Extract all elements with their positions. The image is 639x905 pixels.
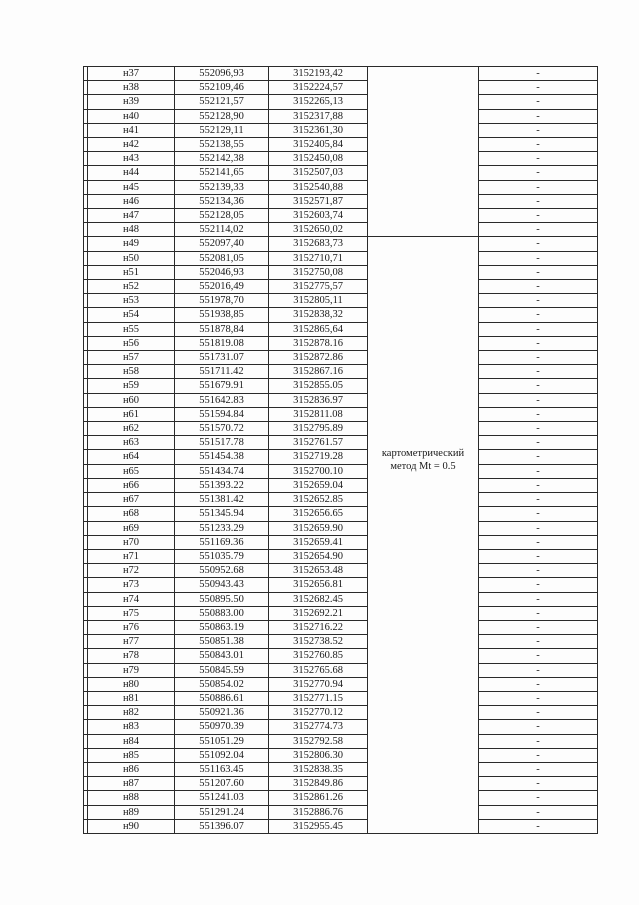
point-name-cell: н64 [88,450,175,464]
y-coordinate-cell: 3152656.65 [269,507,368,521]
method-cell [368,138,479,152]
point-name-cell: н88 [88,791,175,805]
x-coordinate-cell: 552129,11 [175,123,269,137]
point-name-cell: н45 [88,180,175,194]
table-row [84,194,598,208]
x-coordinate-cell: 552138,55 [175,138,269,152]
table-row [84,237,598,251]
note-cell: - [479,422,598,436]
point-name-cell: н51 [88,265,175,279]
x-coordinate-cell: 552109,46 [175,81,269,95]
x-coordinate-cell: 550921.36 [175,706,269,720]
x-coordinate-cell: 550883.00 [175,606,269,620]
point-name-cell: н84 [88,734,175,748]
y-coordinate-cell: 3152540,88 [269,180,368,194]
x-coordinate-cell: 551434.74 [175,464,269,478]
y-coordinate-cell: 3152652.85 [269,493,368,507]
note-cell: - [479,152,598,166]
x-coordinate-cell: 551233.29 [175,521,269,535]
note-cell: - [479,549,598,563]
y-coordinate-cell: 3152317,88 [269,109,368,123]
point-name-cell: н38 [88,81,175,95]
x-coordinate-cell: 551393.22 [175,478,269,492]
x-coordinate-cell: 552097,40 [175,237,269,251]
method-cell [368,209,479,223]
table-row [84,706,598,720]
point-name-cell: н71 [88,549,175,563]
y-coordinate-cell: 3152867.16 [269,365,368,379]
point-name-cell: н79 [88,663,175,677]
x-coordinate-cell: 552114,02 [175,223,269,237]
method-cell [368,237,479,834]
note-cell: - [479,336,598,350]
note-cell: - [479,535,598,549]
note-cell: - [479,294,598,308]
note-cell: - [479,734,598,748]
note-cell: - [479,166,598,180]
table-row [84,578,598,592]
note-cell: - [479,251,598,265]
x-coordinate-cell: 552121,57 [175,95,269,109]
table-row [84,649,598,663]
y-coordinate-cell: 3152774.73 [269,720,368,734]
y-coordinate-cell: 3152719.28 [269,450,368,464]
note-cell: - [479,564,598,578]
x-coordinate-cell: 550970.39 [175,720,269,734]
table-row [84,592,598,606]
note-cell: - [479,691,598,705]
point-name-cell: н49 [88,237,175,251]
note-cell: - [479,393,598,407]
x-coordinate-cell: 551711.42 [175,365,269,379]
method-cell [368,152,479,166]
x-coordinate-cell: 551642.83 [175,393,269,407]
table-row [84,379,598,393]
table-row [84,464,598,478]
x-coordinate-cell: 551819.08 [175,336,269,350]
y-coordinate-cell: 3152838.35 [269,762,368,776]
note-cell: - [479,720,598,734]
note-cell: - [479,223,598,237]
table-row [84,677,598,691]
table-row [84,166,598,180]
note-cell: - [479,478,598,492]
y-coordinate-cell: 3152193,42 [269,67,368,81]
note-cell: - [479,606,598,620]
point-name-cell: н68 [88,507,175,521]
point-name-cell: н77 [88,635,175,649]
note-cell: - [479,791,598,805]
y-coordinate-cell: 3152656.81 [269,578,368,592]
note-cell: - [479,365,598,379]
table-row [84,336,598,350]
point-name-cell: н53 [88,294,175,308]
point-name-cell: н78 [88,649,175,663]
method-cell [368,194,479,208]
point-name-cell: н41 [88,123,175,137]
point-name-cell: н59 [88,379,175,393]
note-cell: - [479,81,598,95]
note-cell: - [479,109,598,123]
y-coordinate-cell: 3152955.45 [269,819,368,833]
x-coordinate-cell: 551878,84 [175,322,269,336]
y-coordinate-cell: 3152836.97 [269,393,368,407]
point-name-cell: н52 [88,280,175,294]
point-name-cell: н46 [88,194,175,208]
y-coordinate-cell: 3152653.48 [269,564,368,578]
x-coordinate-cell: 552016,49 [175,280,269,294]
x-coordinate-cell: 551241.03 [175,791,269,805]
note-cell: - [479,677,598,691]
table-row [84,109,598,123]
x-coordinate-cell: 550952.68 [175,564,269,578]
y-coordinate-cell: 3152750,08 [269,265,368,279]
note-cell: - [479,805,598,819]
method-cell [368,223,479,237]
y-coordinate-cell: 3152765.68 [269,663,368,677]
point-name-cell: н39 [88,95,175,109]
y-coordinate-cell: 3152838,32 [269,308,368,322]
method-cell [368,81,479,95]
x-coordinate-cell: 551207.60 [175,777,269,791]
method-cell [368,67,479,81]
y-coordinate-cell: 3152760.85 [269,649,368,663]
y-coordinate-cell: 3152855.05 [269,379,368,393]
method-cell [368,166,479,180]
x-coordinate-cell: 550845.59 [175,663,269,677]
coordinates-table-body [84,67,598,834]
y-coordinate-cell: 3152659.41 [269,535,368,549]
y-coordinate-cell: 3152659.04 [269,478,368,492]
point-name-cell: н70 [88,535,175,549]
table-row [84,663,598,677]
method-label-line1: картометрический [381,448,465,460]
y-coordinate-cell: 3152811.08 [269,407,368,421]
point-name-cell: н54 [88,308,175,322]
x-coordinate-cell: 550843.01 [175,649,269,663]
note-cell: - [479,819,598,833]
note-cell: - [479,592,598,606]
note-cell: - [479,620,598,634]
note-cell: - [479,280,598,294]
table-row [84,762,598,776]
y-coordinate-cell: 3152805,11 [269,294,368,308]
x-coordinate-cell: 551679.91 [175,379,269,393]
table-row [84,606,598,620]
y-coordinate-cell: 3152770.12 [269,706,368,720]
point-name-cell: н61 [88,407,175,421]
point-name-cell: н67 [88,493,175,507]
x-coordinate-cell: 551570.72 [175,422,269,436]
point-name-cell: н73 [88,578,175,592]
table-row [84,351,598,365]
point-name-cell: н37 [88,67,175,81]
x-coordinate-cell: 550886.61 [175,691,269,705]
point-name-cell: н82 [88,706,175,720]
table-row [84,422,598,436]
table-row [84,535,598,549]
point-name-cell: н85 [88,748,175,762]
x-coordinate-cell: 550854.02 [175,677,269,691]
y-coordinate-cell: 3152738.52 [269,635,368,649]
point-name-cell: н43 [88,152,175,166]
y-coordinate-cell: 3152450,08 [269,152,368,166]
note-cell: - [479,748,598,762]
table-row [84,280,598,294]
x-coordinate-cell: 551291.24 [175,805,269,819]
x-coordinate-cell: 551978,70 [175,294,269,308]
point-name-cell: н87 [88,777,175,791]
x-coordinate-cell: 551345.94 [175,507,269,521]
y-coordinate-cell: 3152683,73 [269,237,368,251]
table-row [84,791,598,805]
y-coordinate-cell: 3152507,03 [269,166,368,180]
y-coordinate-cell: 3152682.45 [269,592,368,606]
table-row [84,777,598,791]
y-coordinate-cell: 3152265,13 [269,95,368,109]
point-name-cell: н58 [88,365,175,379]
note-cell: - [479,322,598,336]
y-coordinate-cell: 3152770.94 [269,677,368,691]
y-coordinate-cell: 3152861.26 [269,791,368,805]
y-coordinate-cell: 3152700.10 [269,464,368,478]
point-name-cell: н81 [88,691,175,705]
point-name-cell: н90 [88,819,175,833]
y-coordinate-cell: 3152716.22 [269,620,368,634]
y-coordinate-cell: 3152775,57 [269,280,368,294]
x-coordinate-cell: 551035.79 [175,549,269,563]
y-coordinate-cell: 3152603,74 [269,209,368,223]
y-coordinate-cell: 3152886.76 [269,805,368,819]
table-row [84,138,598,152]
x-coordinate-cell: 551396.07 [175,819,269,833]
y-coordinate-cell: 3152792.58 [269,734,368,748]
point-name-cell: н57 [88,351,175,365]
x-coordinate-cell: 552139,33 [175,180,269,194]
point-name-cell: н89 [88,805,175,819]
x-coordinate-cell: 552134,36 [175,194,269,208]
note-cell: - [479,649,598,663]
y-coordinate-cell: 3152710,71 [269,251,368,265]
table-row [84,308,598,322]
table-row [84,67,598,81]
y-coordinate-cell: 3152872.86 [269,351,368,365]
note-cell: - [479,351,598,365]
note-cell: - [479,67,598,81]
table-row [84,691,598,705]
y-coordinate-cell: 3152659.90 [269,521,368,535]
note-cell: - [479,493,598,507]
table-row [84,805,598,819]
y-coordinate-cell: 3152771.15 [269,691,368,705]
note-cell: - [479,663,598,677]
point-name-cell: н66 [88,478,175,492]
x-coordinate-cell: 550895.50 [175,592,269,606]
table-row [84,393,598,407]
x-coordinate-cell: 550851.38 [175,635,269,649]
note-cell: - [479,464,598,478]
method-label-line2: метод Mt = 0.5 [390,461,456,473]
y-coordinate-cell: 3152878.16 [269,336,368,350]
note-cell: - [479,123,598,137]
note-cell: - [479,209,598,223]
y-coordinate-cell: 3152795.89 [269,422,368,436]
x-coordinate-cell: 550943.43 [175,578,269,592]
note-cell: - [479,138,598,152]
point-name-cell: н63 [88,436,175,450]
point-name-cell: н69 [88,521,175,535]
table-row [84,123,598,137]
point-name-cell: н55 [88,322,175,336]
x-coordinate-cell: 552128,05 [175,209,269,223]
y-coordinate-cell: 3152405,84 [269,138,368,152]
table-row [84,748,598,762]
point-name-cell: н50 [88,251,175,265]
x-coordinate-cell: 551454.38 [175,450,269,464]
point-name-cell: н42 [88,138,175,152]
x-coordinate-cell: 552096,93 [175,67,269,81]
table-row [84,407,598,421]
method-cell [368,109,479,123]
note-cell: - [479,237,598,251]
y-coordinate-cell: 3152654.90 [269,549,368,563]
table-row [84,436,598,450]
point-name-cell: н47 [88,209,175,223]
note-cell: - [479,762,598,776]
table-row [84,294,598,308]
method-cell [368,180,479,194]
note-cell: - [479,578,598,592]
point-name-cell: н74 [88,592,175,606]
table-row [84,265,598,279]
x-coordinate-cell: 552141,65 [175,166,269,180]
note-cell: - [479,308,598,322]
point-name-cell: н65 [88,464,175,478]
table-row [84,493,598,507]
point-name-cell: н86 [88,762,175,776]
x-coordinate-cell: 552046,93 [175,265,269,279]
point-name-cell: н62 [88,422,175,436]
table-row [84,223,598,237]
point-name-cell: н40 [88,109,175,123]
point-name-cell: н48 [88,223,175,237]
note-cell: - [479,507,598,521]
point-name-cell: н75 [88,606,175,620]
y-coordinate-cell: 3152849.86 [269,777,368,791]
point-name-cell: н56 [88,336,175,350]
point-name-cell: н76 [88,620,175,634]
table-row [84,507,598,521]
y-coordinate-cell: 3152361,30 [269,123,368,137]
point-name-cell: н83 [88,720,175,734]
y-coordinate-cell: 3152806.30 [269,748,368,762]
note-cell: - [479,706,598,720]
x-coordinate-cell: 551594.84 [175,407,269,421]
x-coordinate-cell: 551731.07 [175,351,269,365]
y-coordinate-cell: 3152692.21 [269,606,368,620]
table-row [84,180,598,194]
note-cell: - [479,777,598,791]
table-row [84,549,598,563]
x-coordinate-cell: 551938,85 [175,308,269,322]
table-row [84,209,598,223]
x-coordinate-cell: 552142,38 [175,152,269,166]
note-cell: - [479,379,598,393]
note-cell: - [479,95,598,109]
note-cell: - [479,450,598,464]
note-cell: - [479,265,598,279]
coordinates-table [83,66,598,834]
table-row [84,450,598,464]
x-coordinate-cell: 551381.42 [175,493,269,507]
note-cell: - [479,521,598,535]
note-cell: - [479,436,598,450]
x-coordinate-cell: 551169.36 [175,535,269,549]
table-row [84,734,598,748]
method-cell [368,95,479,109]
y-coordinate-cell: 3152571,87 [269,194,368,208]
x-coordinate-cell: 552128,90 [175,109,269,123]
x-coordinate-cell: 551092.04 [175,748,269,762]
note-cell: - [479,635,598,649]
x-coordinate-cell: 551163.45 [175,762,269,776]
x-coordinate-cell: 552081,05 [175,251,269,265]
x-coordinate-cell: 551051.29 [175,734,269,748]
table-row [84,478,598,492]
table-row [84,564,598,578]
table-row [84,365,598,379]
table-row [84,251,598,265]
y-coordinate-cell: 3152224,57 [269,81,368,95]
x-coordinate-cell: 550863.19 [175,620,269,634]
table-row [84,95,598,109]
y-coordinate-cell: 3152865,64 [269,322,368,336]
point-name-cell: н72 [88,564,175,578]
table-row [84,322,598,336]
table-row [84,720,598,734]
note-cell: - [479,407,598,421]
x-coordinate-cell: 551517.78 [175,436,269,450]
table-row [84,620,598,634]
method-cell [368,123,479,137]
table-row [84,81,598,95]
note-cell: - [479,180,598,194]
note-cell: - [479,194,598,208]
point-name-cell: н44 [88,166,175,180]
table-row [84,819,598,833]
table-row [84,521,598,535]
point-name-cell: н60 [88,393,175,407]
y-coordinate-cell: 3152650,02 [269,223,368,237]
point-name-cell: н80 [88,677,175,691]
y-coordinate-cell: 3152761.57 [269,436,368,450]
table-row [84,635,598,649]
table-row [84,152,598,166]
